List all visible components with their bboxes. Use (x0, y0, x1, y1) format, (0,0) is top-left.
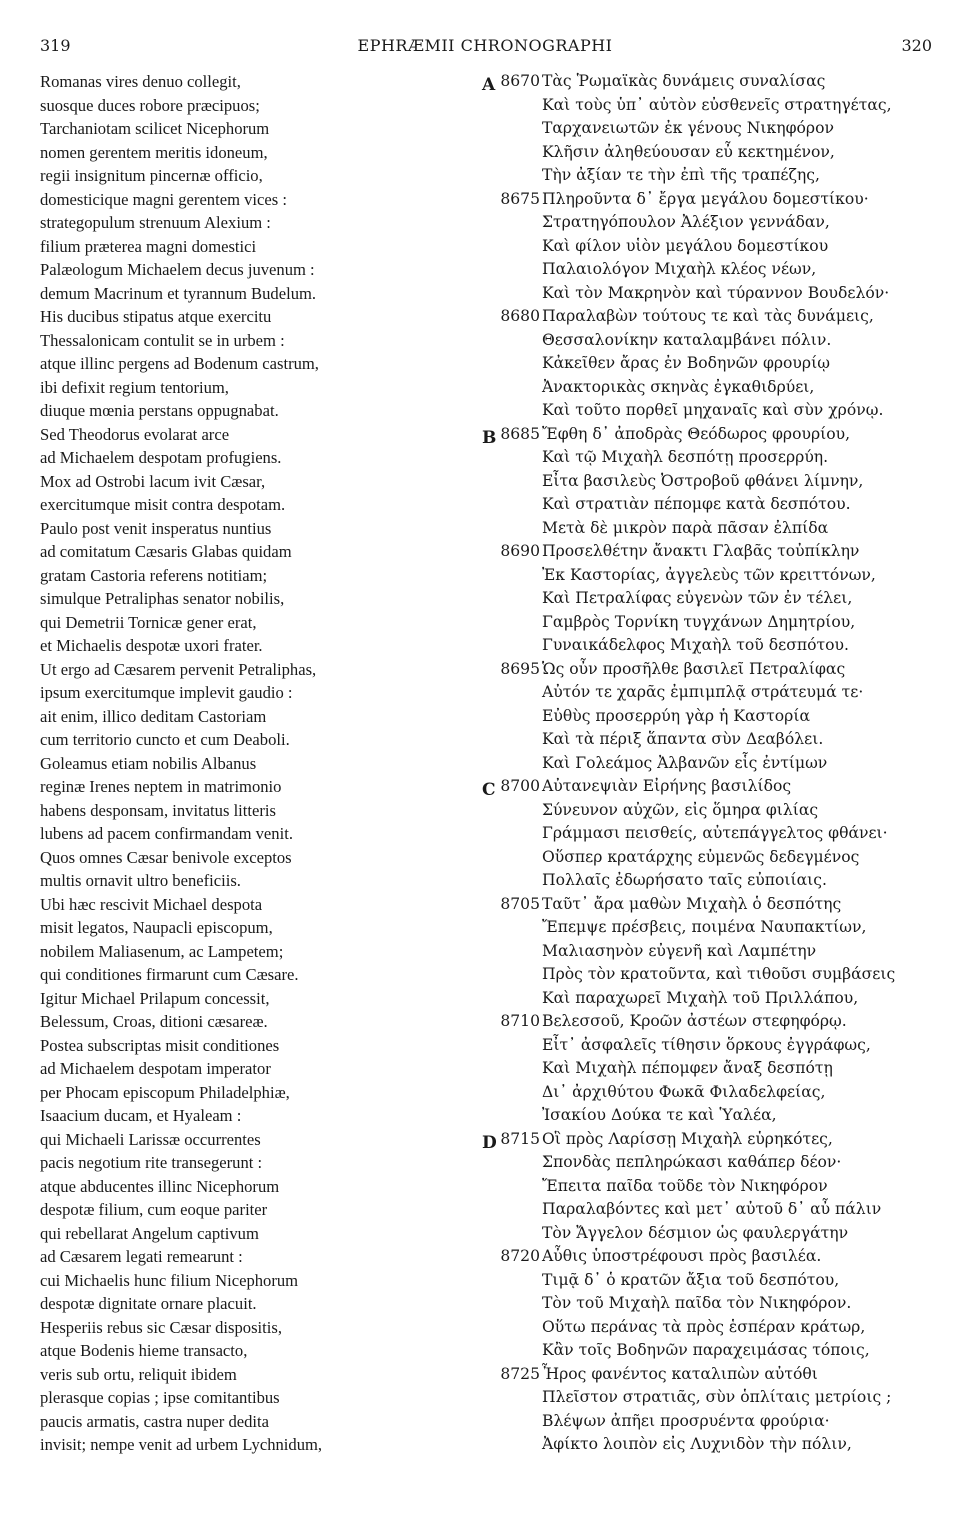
latin-line: ad comitatum Cæsaris Glabas quidam (40, 542, 292, 561)
greek-line (470, 940, 960, 964)
margin-letter: A (482, 75, 496, 95)
latin-line: invisit; nempe venit ad urbem Lychnidum, (40, 1435, 323, 1454)
greek-line (470, 1222, 960, 1246)
latin-line: ipsum exercitumque implevit gaudio : (40, 683, 293, 702)
greek-line (470, 893, 960, 917)
greek-verse-text: Οὕτω περάνας τὰ πρὸς ἑσπέραν κράτωρ, (542, 1317, 866, 1336)
left-page-number: 319 (40, 36, 71, 55)
latin-line: Hesperiis rebus sic Cæsar dispositis, (40, 1317, 282, 1337)
latin-line: domesticique magni gerentem vices : (40, 189, 287, 209)
greek-line (470, 752, 960, 776)
verse-number: 8705 (500, 894, 540, 913)
greek-verse-text: Γαμβρὸς Τορνίκη τυγχάνων Δημητρίου, (542, 612, 856, 631)
latin-line: atque illinc pergens ad Bodenum castrum, (40, 354, 319, 373)
greek-line (470, 963, 960, 987)
greek-verse-text: Καὶ φίλον υἱὸν μεγάλου δομεστίκου (542, 236, 829, 255)
greek-line (470, 258, 960, 282)
latin-line: ibi defixit regium tentorium, (40, 377, 229, 397)
greek-line (470, 70, 960, 94)
greek-line (470, 1128, 960, 1152)
greek-line (470, 1386, 960, 1410)
greek-verse-text: Πλεῖστον στρατιᾶς, σὺν ὁπλίταις μετρίοις ; (542, 1388, 892, 1406)
greek-line (470, 1175, 960, 1199)
greek-line (470, 799, 960, 823)
greek-verse-text: Βλέψων ἀπῆει προσρυέντα φρούρια· (542, 1411, 830, 1430)
greek-line (470, 1245, 960, 1269)
greek-line (470, 1316, 960, 1340)
greek-verse-text: Πρὸς τὸν κρατοῦντα, καὶ τιθοῦσι συμβάσεις (542, 965, 896, 983)
greek-verse-text: Καὶ τὰ πέριξ ἅπαντα σὺν Δεαβόλει. (542, 730, 824, 748)
greek-verse-text: Πολλαῖς ἐδωρήσατο ταῖς εὐποιίαις. (542, 871, 827, 889)
greek-verse-text: Ἰσακίου Δούκα τε καὶ Ὑαλέα, (542, 1106, 777, 1124)
greek-line (470, 1081, 960, 1105)
greek-verse-text: Αὐτανεψιὰν Εἰρήνης βασιλίδος (542, 777, 792, 795)
greek-line (470, 634, 960, 658)
latin-line: nomen gerentem meritis idoneum, (40, 142, 268, 162)
greek-verse-text: Εὐθὺς προσερρύη γὰρ ἡ Καστορία (542, 706, 810, 725)
greek-line (470, 728, 960, 752)
greek-line (470, 1339, 960, 1363)
greek-line (470, 987, 960, 1011)
greek-verse-text: Καὶ τοῦτο πορθεῖ μηχαναῖς καὶ σὺν χρόνῳ. (542, 401, 884, 419)
latin-line: misit legatos, Naupacli episcopum, (40, 918, 273, 937)
greek-line (470, 117, 960, 141)
verse-number: 8700 (500, 777, 540, 795)
greek-verse-text: Δι᾽ ἀρχιθύτου Φωκᾶ Φιλαδελφείας, (542, 1082, 826, 1101)
greek-verse-text: Καὶ τοὺς ὑπ᾽ αὐτὸν εὐσθενεῖς στρατηγέτας, (542, 95, 892, 114)
greek-line (470, 916, 960, 940)
greek-verse-text: Εἶτ᾽ ἀσφαλεῖς τίθησιν ὅρκους ἐγγράφως, (542, 1035, 871, 1054)
right-page-number: 320 (901, 36, 932, 55)
latin-line: Romanas vires denuo collegit, (40, 72, 241, 91)
greek-line (470, 188, 960, 212)
latin-line: veris sub ortu, reliquit ibidem (40, 1364, 237, 1384)
latin-line: ad Michaelem despotam profugiens. (40, 448, 282, 467)
greek-verse-text: Πληροῦντα δ᾽ ἔργα μεγάλου δομεστίκου· (542, 189, 869, 208)
latin-line: Isaacium ducam, et Hyaleam : (40, 1106, 242, 1125)
latin-line: Belessum, Croas, ditioni cæsareæ. (40, 1012, 268, 1031)
greek-verse-text: Καὶ παραχωρεῖ Μιχαὴλ τοῦ Πριλλάπου, (542, 988, 859, 1007)
greek-line (470, 399, 960, 423)
greek-line (470, 1292, 960, 1316)
greek-verse-text: Μετὰ δὲ μικρὸν παρὰ πᾶσαν ἐλπίδα (542, 518, 829, 537)
greek-line (470, 211, 960, 235)
latin-line: ad Michaelem despotam imperator (40, 1059, 271, 1078)
greek-verse-text: Ἀφίκτο λοιπὸν εἰς Λυχνιδὸν τὴν πόλιν, (542, 1435, 852, 1453)
greek-line (470, 493, 960, 517)
greek-line (470, 423, 960, 447)
verse-number: 8710 (500, 1012, 540, 1030)
greek-line (470, 1151, 960, 1175)
latin-line: Ubi hæc rescivit Michael despota (40, 894, 263, 914)
latin-line: ad Cæsarem legati remearunt : (40, 1247, 243, 1266)
latin-line: cui Michaelis hunc filium Nicephorum (40, 1270, 299, 1290)
greek-verse-text: Τὸν Ἄγγελον δέσμιον ὡς φαυλεργάτην (542, 1223, 849, 1242)
greek-line (470, 1034, 960, 1058)
latin-line: habens desponsam, invitatus litteris (40, 800, 276, 820)
latin-line: pacis negotium rite transegerunt : (40, 1153, 263, 1172)
greek-verse-text: Μαλιασηνὸν εὐγενῆ καὶ Λαμπέτην (542, 941, 817, 960)
latin-line: strategopulum strenuum Alexium : (40, 213, 271, 232)
latin-column (40, 70, 460, 1457)
greek-verse-text: Τὸν τοῦ Μιχαὴλ παῖδα τὸν Νικηφόρον. (542, 1294, 852, 1312)
latin-line: et Michaelis despotæ uxori frater. (40, 636, 263, 655)
greek-line (470, 611, 960, 635)
latin-line: ait enim, illico deditam Castoriam (40, 706, 267, 726)
greek-verse-text: Καὶ τῷ Μιχαὴλ δεσπότῃ προσερρύη. (542, 448, 829, 466)
verse-number: 8690 (500, 542, 540, 560)
greek-verse-text: Κἀκεῖθεν ἄρας ἐν Βοδηνῶν φρουρίῳ (542, 354, 830, 372)
latin-line: reginæ Irenes neptem in matrimonio (40, 777, 282, 796)
margin-letter: B (482, 427, 497, 448)
greek-verse-text: Ἀνακτορικὰς σκηνὰς ἐγκαθιδρύει, (542, 377, 815, 396)
greek-line (470, 446, 960, 470)
greek-verse-text: Κλῆσιν ἀληθεύουσαν εὖ κεκτημένον, (542, 142, 835, 161)
page-header (0, 36, 970, 60)
greek-line (470, 1198, 960, 1222)
greek-verse-text: Στρατηγόπουλον Ἀλέξιον γεννάδαν, (542, 213, 830, 231)
greek-line (470, 235, 960, 259)
latin-line: filium præterea magni domestici (40, 236, 257, 256)
greek-verse-text: Σπονδὰς πεπληρώκασι καθάπερ δέον· (542, 1153, 842, 1171)
greek-line (470, 775, 960, 799)
greek-line (470, 1057, 960, 1081)
latin-line: atque abducentes illinc Nicephorum (40, 1176, 280, 1196)
greek-line (470, 470, 960, 494)
greek-verse-text: Παραλαβόντες καὶ μετ᾽ αὐτοῦ δ᾽ αὖ πάλιν (542, 1200, 882, 1218)
greek-verse-text: Καὶ στρατιὰν πέπομφε κατὰ δεσπότου. (542, 495, 851, 513)
greek-line (470, 329, 960, 353)
greek-line (470, 1433, 960, 1457)
greek-verse-text: Ἔπεμψε πρέσβεις, ποιμένα Ναυπακτίων, (542, 918, 867, 936)
greek-line (470, 705, 960, 729)
greek-verse-text: Προσελθέτην ἄνακτι Γλαβᾶς τοὐπίκλην (542, 542, 860, 560)
latin-line: paucis armatis, castra nuper dedita (40, 1411, 269, 1431)
greek-verse-text: Παλαιολόγον Μιχαὴλ κλέος νέων, (542, 260, 817, 278)
greek-line (470, 517, 960, 541)
latin-line: multis ornavit ultro beneficiis. (40, 871, 241, 890)
verse-number: 8725 (500, 1364, 540, 1383)
latin-line: Postea subscriptas misit conditiones (40, 1035, 280, 1055)
greek-verse-text: Τιμᾷ δ᾽ ὁ κρατῶν ἄξια τοῦ δεσπότου, (542, 1270, 840, 1289)
greek-verse-text: Ταῦτ᾽ ἄρα μαθὼν Μιχαὴλ ὁ δεσπότης (542, 894, 842, 913)
latin-line: qui conditiones firmarunt cum Cæsare. (40, 965, 299, 984)
verse-number: 8695 (500, 659, 540, 678)
latin-line: Igitur Michael Prilapum concessit, (40, 988, 270, 1008)
latin-line: demum Macrinum et tyrannum Budelum. (40, 283, 317, 303)
latin-line: simulque Petraliphas senator nobilis, (40, 589, 285, 608)
greek-verse-text: Ταρχανειωτῶν ἐκ γένους Νικηφόρον (542, 119, 834, 137)
latin-line: qui rebellarat Angelum captivum (40, 1223, 259, 1243)
greek-line (470, 305, 960, 329)
greek-line (470, 282, 960, 306)
greek-line (470, 1410, 960, 1434)
latin-line: despotæ filium, cum eoque pariter (40, 1200, 268, 1219)
greek-verse-text: Αὐτόν τε χαρᾶς ἐμπιμπλᾷ στράτευμά τε· (542, 683, 864, 701)
latin-line: Mox ad Ostrobi lacum ivit Cæsar, (40, 471, 266, 491)
latin-line: cum territorio cuncto et cum Deaboli. (40, 730, 290, 749)
latin-line: Ut ergo ad Cæsarem pervenit Petraliphas, (40, 659, 317, 679)
latin-line: suosque duces robore præcipuos; (40, 95, 260, 115)
latin-line: plerasque copias ; ipse comitantibus (40, 1388, 280, 1407)
greek-verse-text: Οὕσπερ κρατάρχης εὐμενῶς δεδεγμένος (542, 847, 860, 866)
latin-line: despotæ dignitate ornare placuit. (40, 1294, 257, 1313)
greek-verse-text: Καὶ Γολεάμος Ἀλβανῶν εἷς ἐντίμων (542, 753, 828, 772)
greek-verse-text: Τὴν ἀξίαν τε τὴν ἐπὶ τῆς τραπέζης, (542, 166, 820, 184)
greek-line (470, 564, 960, 588)
running-title: EPHRÆMII CHRONOGRAPHI (357, 36, 613, 55)
verse-number: 8715 (500, 1129, 540, 1148)
latin-line: qui Michaeli Larissæ occurrentes (40, 1129, 261, 1149)
verse-number: 8680 (500, 307, 540, 325)
greek-verse-text: Τὰς Ῥωμαϊκὰς δυνάμεις συναλίσας (542, 72, 826, 90)
greek-verse-text: Γυναικάδελφος Μιχαὴλ τοῦ δεσπότου. (542, 636, 849, 654)
latin-line: atque Bodenis hieme transacto, (40, 1341, 248, 1360)
greek-verse-text: Εἶτα βασιλεὺς Ὀστροβοῦ φθάνει λίμνην, (542, 471, 864, 490)
latin-line: nobilem Maliasenum, ac Lampetem; (40, 941, 284, 961)
verse-number: 8685 (500, 424, 540, 443)
greek-line (470, 658, 960, 682)
greek-verse-text: Θεσσαλονίκην καταλαμβάνει πόλιν. (542, 330, 832, 349)
greek-verse-text: Παραλαβὼν τούτους τε καὶ τὰς δυνάμεις, (542, 307, 874, 325)
latin-line: His ducibus stipatus atque exercitu (40, 307, 272, 326)
latin-line: Sed Theodorus evolarat arce (40, 424, 230, 444)
latin-line: Paulo post venit insperatus nuntius (40, 518, 272, 538)
greek-line (470, 1363, 960, 1387)
greek-line (470, 822, 960, 846)
latin-line: lubens ad pacem confirmandam venit. (40, 824, 293, 843)
greek-verse-text: Ἦρος φανέντος καταλιπὼν αὐτόθι (542, 1364, 818, 1383)
latin-line: diuque mœnia perstans oppugnabat. (40, 401, 279, 420)
greek-verse-text: Γράμμασι πεισθείς, αὐτεπάγγελτος φθάνει· (542, 824, 888, 842)
greek-line (470, 94, 960, 118)
greek-line (470, 1104, 960, 1128)
latin-line: exercitumque misit contra despotam. (40, 495, 286, 514)
greek-line (470, 1269, 960, 1293)
greek-verse-text: Καὶ τὸν Μακρηνὸν καὶ τύραννον Βουδελόν· (542, 283, 890, 302)
latin-line: gratam Castoria referens notitiam; (40, 565, 268, 585)
verse-number: 8720 (500, 1247, 540, 1265)
greek-verse-text: Ὡς οὖν προσῆλθε βασιλεῖ Πετραλίφας (542, 659, 846, 678)
latin-line: regii insignitum pincernæ officio, (40, 166, 263, 185)
greek-verse-text: Οἳ πρὸς Λαρίσσῃ Μιχαὴλ εὑρηκότες, (542, 1129, 833, 1148)
latin-line: qui Demetrii Tornicæ gener erat, (40, 612, 257, 632)
greek-line (470, 164, 960, 188)
greek-line (470, 846, 960, 870)
greek-verse-text: Καὶ Μιχαὴλ πέπομφεν ἄναξ δεσπότῃ (542, 1059, 833, 1077)
greek-line (470, 141, 960, 165)
greek-line (470, 587, 960, 611)
greek-line (470, 681, 960, 705)
latin-line: Thessalonicam contulit se in urbem : (40, 330, 285, 350)
greek-line (470, 540, 960, 564)
greek-verse-text: Ἔπειτα παῖδα τοῦδε τὸν Νικηφόρον (542, 1176, 828, 1195)
greek-line (470, 376, 960, 400)
verse-number: 8670 (500, 72, 540, 90)
greek-verse-text: Ἐκ Καστορίας, ἀγγελεὺς τῶν κρειττόνων, (542, 565, 876, 584)
greek-line (470, 1010, 960, 1034)
greek-verse-text: Καὶ Πετραλίφας εὐγενὼν τῶν ἐν τέλει, (542, 589, 853, 607)
latin-line: Quos omnes Cæsar benivole exceptos (40, 847, 292, 867)
greek-verse-text: Ἔφθη δ᾽ ἀποδρὰς Θεόδωρος φρουρίου, (542, 424, 851, 443)
latin-line: per Phocam episcopum Philadelphiæ, (40, 1082, 290, 1102)
margin-letter: D (482, 1132, 497, 1153)
greek-verse-text: Αὖθις ὑποστρέφουσι πρὸς βασιλέα. (542, 1247, 822, 1265)
latin-line: Goleamus etiam nobilis Albanus (40, 753, 257, 773)
greek-verse-text: Βελεσσοῦ, Κροῶν ἀστέων στεφηφόρῳ. (542, 1012, 847, 1030)
greek-verse-text: Σύνευνον αὐχῶν, εἰς ὅμηρα φιλίας (542, 800, 819, 819)
greek-line (470, 352, 960, 376)
greek-line (470, 869, 960, 893)
greek-column (470, 70, 960, 1457)
latin-line: Palæologum Michaelem decus juvenum : (40, 260, 315, 279)
latin-line: Tarchaniotam scilicet Nicephorum (40, 119, 270, 138)
verse-number: 8675 (500, 189, 540, 208)
greek-verse-text: Κἂν τοῖς Βοδηνῶν παραχειμάσας τόποις, (542, 1341, 870, 1359)
margin-letter: C (482, 780, 496, 800)
